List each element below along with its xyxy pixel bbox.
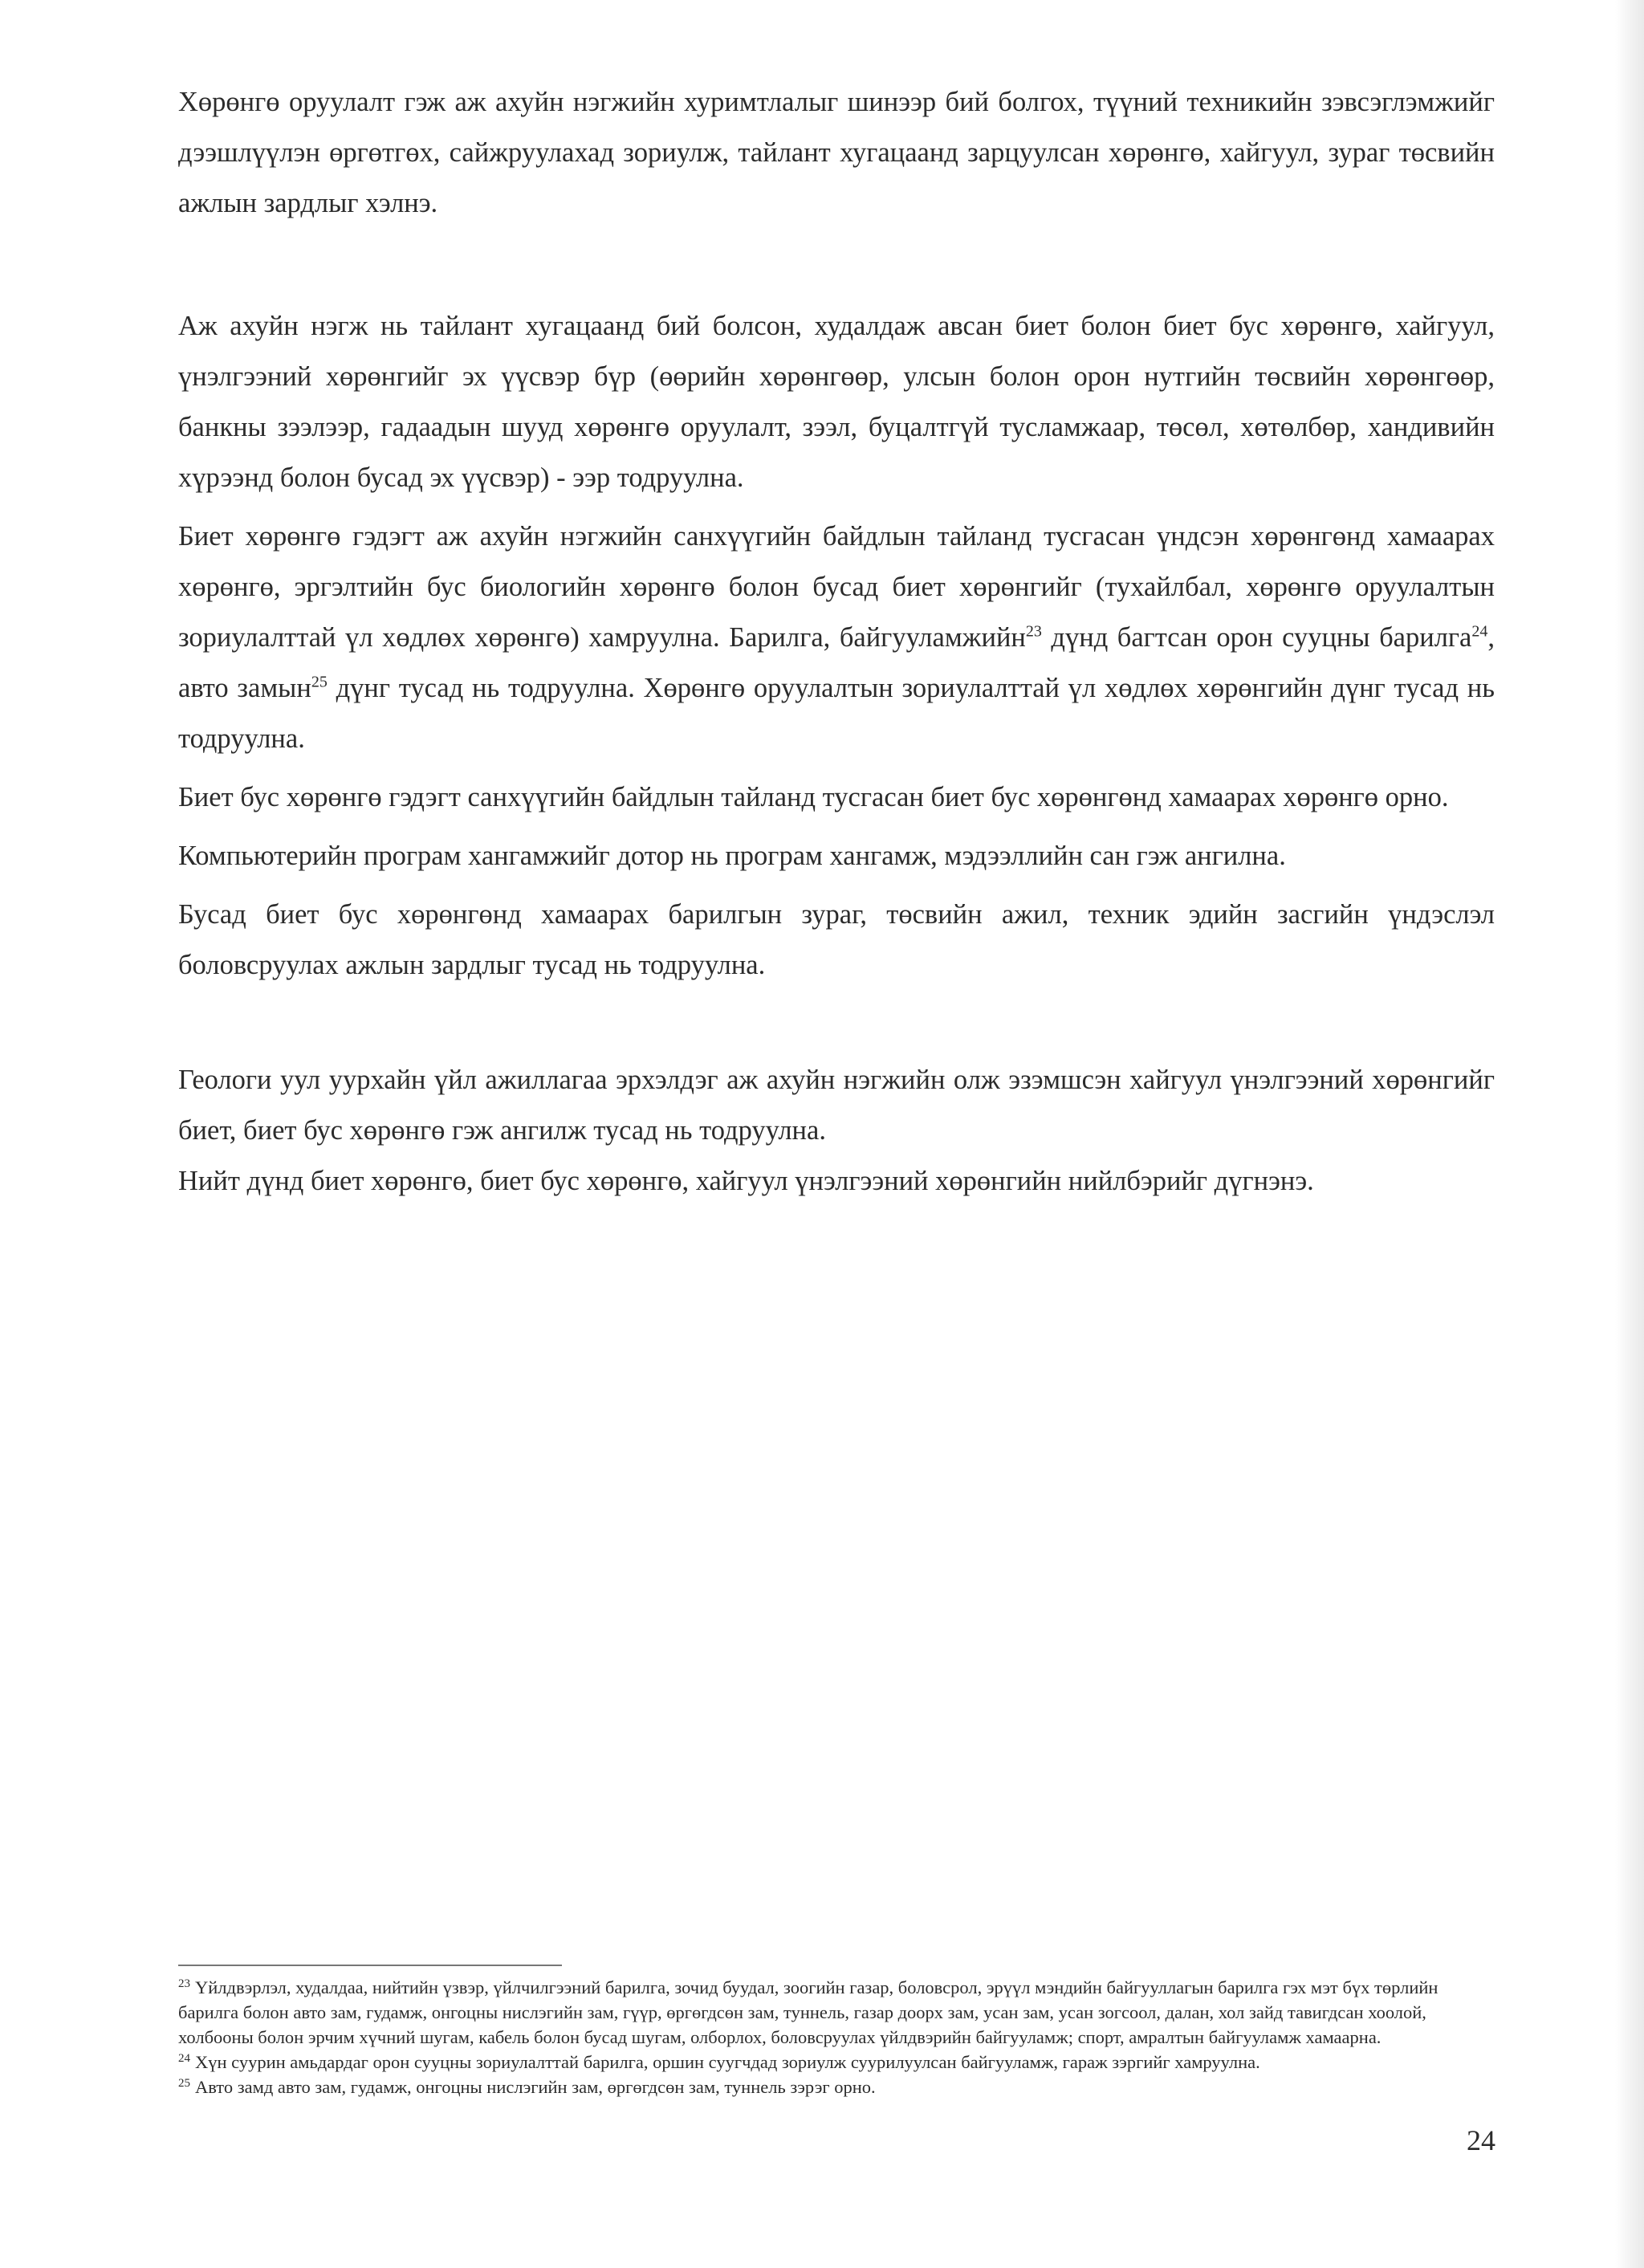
paragraph-funding-sources: Аж ахуйн нэгж нь тайлант хугацаанд бий болсон, худалдаж авсан биет болон биет бус хөрөнгө, хайгуул, үнэлгээний хөрөнгийг эх үүсвэр бүр (өөрийн хөрөнгөөр, улсын болон орон нутгийн төсвийн хөрөнгөөр, банкны зээлээр, гадаадын шууд хөрөнгө оруулалт, зээл, буцалтгүй тусламжаар, төсөл, хөтөлбөр, хандивийн хүрээнд болон бусад эх үүсвэр) - ээр тодруулна. [178,311,1495,493]
paragraph-intangible-assets: Биет бус хөрөнгө гэдэгт санхүүгийн байдлын тайланд тусгасан биет бус хөрөнгөнд хамаарах хөрөнгө орно. [178,782,1449,812]
footnote-number: 23 [178,1977,190,1990]
footnote-ref-25[interactable]: 25 [311,673,328,691]
footnote-number: 25 [178,2076,190,2090]
footnote-text: Авто замд авто зам, гудамж, онгоцны нислэгийн зам, өргөгдсөн зам, туннель зэрэг орно. [195,2077,876,2097]
footnotes [178,1975,1495,2099]
paragraph-tangible-assets [178,511,1495,764]
paragraph-segment: , авто замын [178,622,1495,703]
footnote-divider [178,1965,562,1966]
footnote-ref-24[interactable]: 24 [1471,622,1488,641]
body-text [178,77,1495,1207]
paragraph-other-intangible: Бусад биет бус хөрөнгөнд хамаарах барилгын зураг, төсвийн ажил, техник эдийн засгийн үндэслэл боловсруулах ажлын зардлыг тусад нь тодруулна. [178,899,1495,980]
footnote-24 [178,2050,1495,2075]
paragraph-total: Нийт дүнд биет хөрөнгө, биет бус хөрөнгө, хайгуул үнэлгээний хөрөнгийн нийлбэрийг дүгнэнэ. [178,1166,1314,1196]
footnote-23 [178,1975,1495,2050]
footnote-text: Хүн суурин амьдардаг орон сууцны зориулалттай барилга, оршин суугчдад зориулж суурилуулсан байгууламж, гараж зэргийг хамруулна. [195,2052,1260,2072]
footnote-ref-23[interactable]: 23 [1025,622,1042,641]
paragraph-segment: дүнд багтсан орон сууцны барилга [1041,622,1472,653]
paragraph-investment-definition: Хөрөнгө оруулалт гэж аж ахуйн нэгжийн хуримтлалыг шинээр бий болгох, түүний техникийн зэвсэглэмжийг дээшлүүлэн өргөтгөх, сайжруулахад зориулж, тайлант хугацаанд зарцуулсан хөрөнгө, хайгуул, зураг төсвийн ажлын зардлыг хэлнэ. [178,87,1495,218]
paragraph-software: Компьютерийн програм хангамжийг дотор нь програм хангамж, мэдээллийн сан гэж ангилна. [178,841,1286,871]
footnote-25 [178,2075,1495,2099]
page-number: 24 [1467,2124,1495,2156]
scan-edge-shadow [1615,0,1644,2268]
footnote-text: Үйлдвэрлэл, худалдаа, нийтийн үзвэр, үйлчилгээний барилга, зочид буудал, зоогийн газар, боловсрол, эрүүл мэндийн байгууллагын барилга гэх мэт бүх төрлийн барилга болон авто зам, гудамж, онгоцны нислэгийн зам, гүүр, өргөгдсөн зам, туннель, газар доорх зам, усан зам, усан зогсоол, далан, хол зайд тавигдсан хоолой, холбооны болон эрчим хүчний шугам, кабель болон бусад шугам, олборлох, боловсруулах үйлдвэрийн байгууламж; спорт, амралтын байгууламж хамаарна. [178,1977,1438,2047]
paragraph-segment: дүнг тусад нь тодруулна. Хөрөнгө оруулалтын зориулалттай үл хөдлөх хөрөнгийн дүнг тусад нь тодруулна. [178,673,1495,754]
paragraph-segment: Биет хөрөнгө гэдэгт аж ахуйн нэгжийн санхүүгийн байдлын тайланд тусгасан үндсэн хөрөнгөнд хамаарах хөрөнгө, эргэлтийн бус биологийн хөрөнгө болон бусад биет хөрөнгийг (тухайлбал, хөрөнгө оруулалтын зориулалттай үл хөдлөх хөрөнгө) хамруулна. Барилга, байгууламжийн [178,521,1495,653]
paragraph-exploration: Геологи уул уурхайн үйл ажиллагаа эрхэлдэг аж ахуйн нэгжийн олж эзэмшсэн хайгуул үнэлгээний хөрөнгийг биет, биет бус хөрөнгө гэж ангилж тусад нь тодруулна. [178,1065,1495,1146]
footnote-number: 24 [178,2051,190,2065]
